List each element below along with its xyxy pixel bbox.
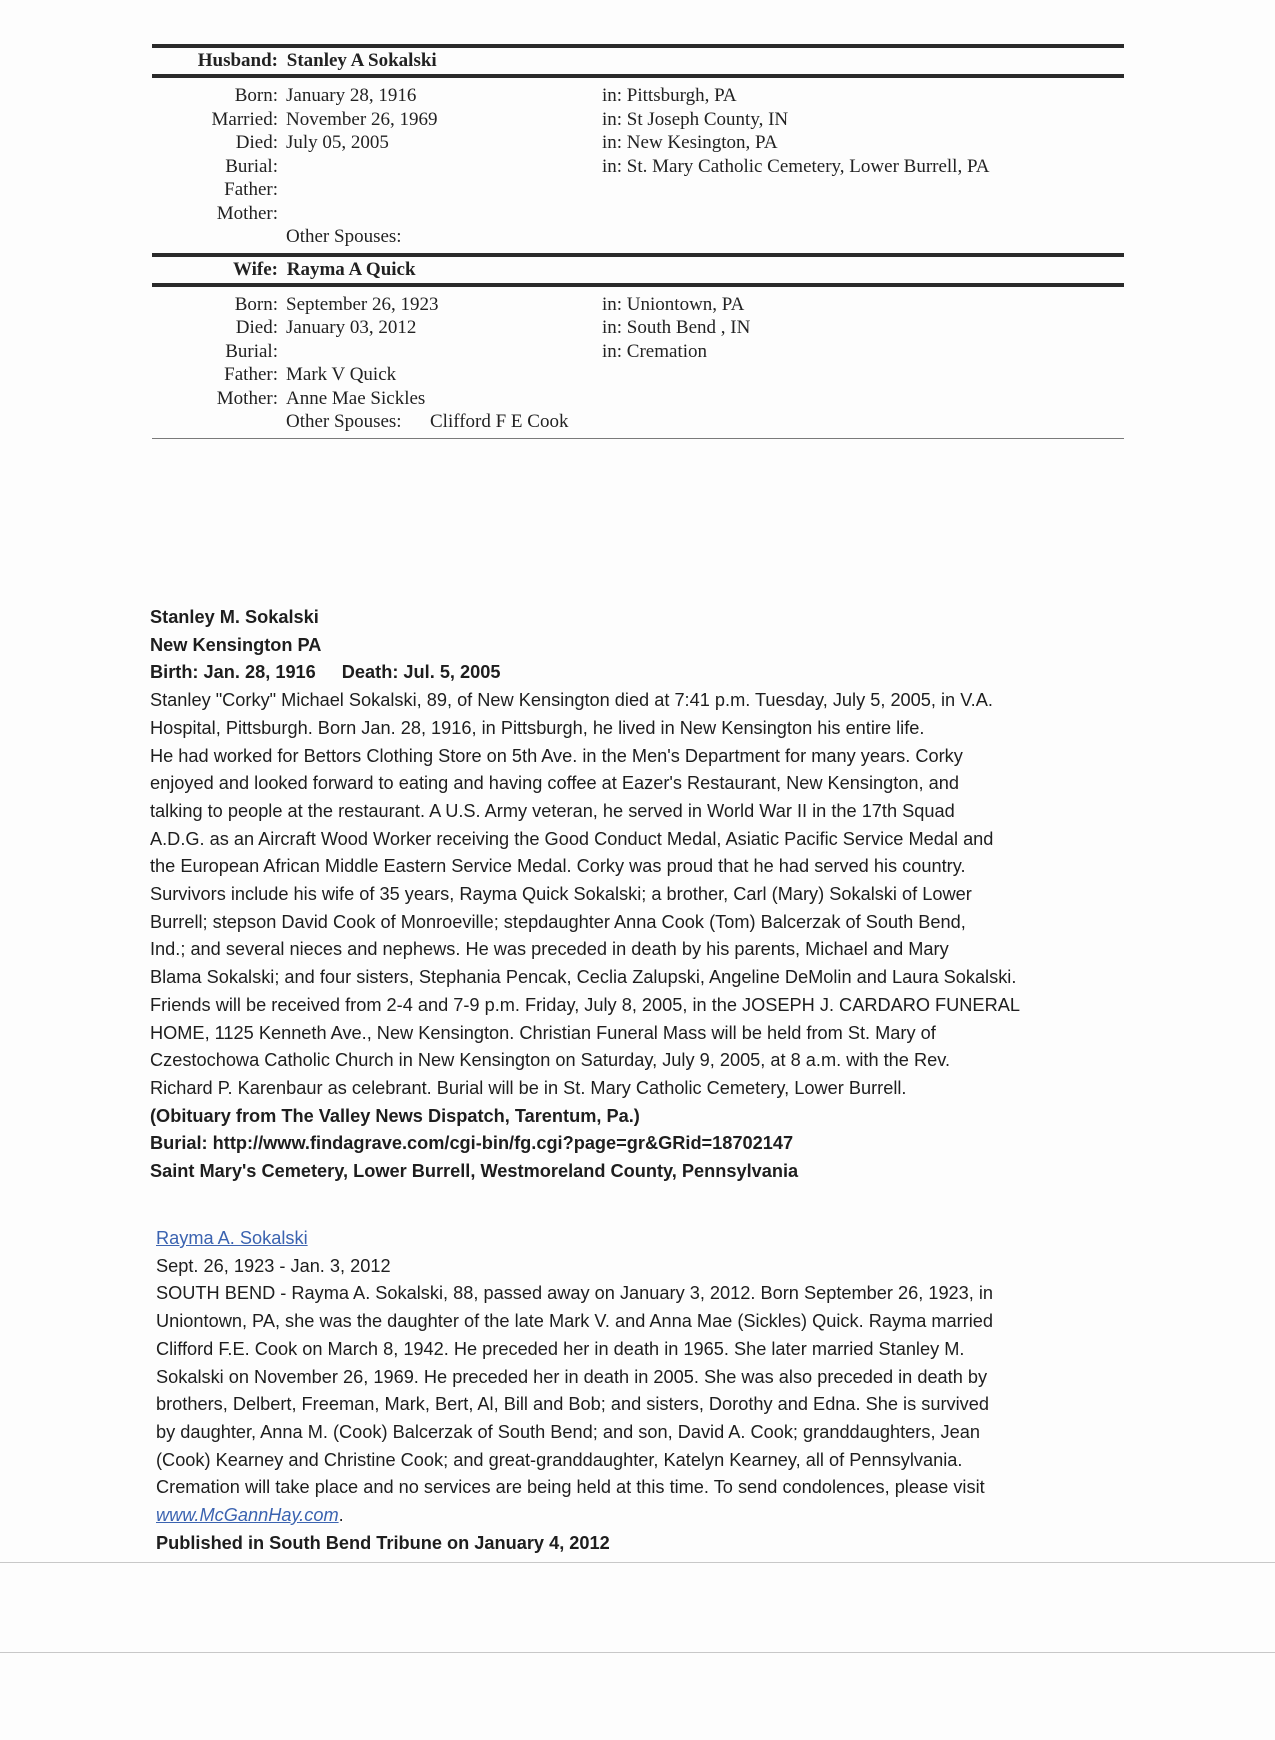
fact-label: Burial: — [225, 340, 278, 362]
husband-born-row — [152, 84, 1124, 108]
obituary-text-line: the European African Middle Eastern Service Medal. Corky was proud that he had served his country. — [150, 856, 966, 877]
obituary-stanley — [150, 604, 1125, 1186]
wife-died-row — [152, 316, 1124, 340]
husband-other-spouses-row — [152, 225, 1124, 249]
wife-born-row — [152, 293, 1124, 317]
link-suffix: . — [338, 1505, 344, 1526]
rayma-name-link[interactable]: Rayma A. Sokalski — [156, 1228, 308, 1248]
obituary-birth: Birth: Jan. 28, 1916 — [150, 662, 316, 683]
husband-married-row — [152, 108, 1124, 132]
wife-label: Wife: — [232, 258, 278, 280]
obituary-text-line: (Cook) Kearney and Christine Cook; and great-granddaughter, Katelyn Kearney, all of Pennsylvania. — [156, 1449, 963, 1470]
fact-place: in: New Kesington, PA — [602, 132, 778, 153]
wife-burial-row — [152, 340, 1124, 364]
obituary-text-line: Blama Sokalski; and four sisters, Stephania Pencak, Ceclia Zalupski, Angeline DeMolin and Laura Sokalski. — [150, 967, 1017, 988]
obituary-text-line: talking to people at the restaurant. A U.S. Army veteran, he served in World War II in the 17th Squad — [150, 800, 955, 821]
obituary-text-line: Czestochowa Catholic Church in New Kensington on Saturday, July 9, 2005, at 8 a.m. with the Rev. — [150, 1050, 950, 1071]
mcgannhay-link[interactable]: www.McGannHay.com — [156, 1505, 339, 1526]
obituary-text-line: Sokalski on November 26, 1969. He preceded her in death in 2005. She was also preceded in death by — [156, 1366, 988, 1387]
fact-label: Born: — [234, 85, 278, 106]
obituary-text-line: brothers, Delbert, Freeman, Mark, Bert, Al, Bill and Bob; and sisters, Dorothy and Edna. She is survived — [156, 1394, 989, 1415]
obituary-text-line: Uniontown, PA, she was the daughter of the late Mark V. and Anna Mae (Sickles) Quick. Rayma married — [156, 1311, 994, 1332]
wife-mother-row — [152, 387, 1124, 411]
fact-label: Mother: — [216, 387, 278, 409]
obituary-text-line: He had worked for Bettors Clothing Store on 5th Ave. in the Men's Department for many years. Corky — [150, 745, 963, 766]
fact-value: September 26, 1923 — [286, 293, 439, 315]
fact-place: in: Cremation — [602, 340, 708, 362]
fact-place: in: South Bend , IN — [602, 317, 751, 338]
obituary-text-line: HOME, 1125 Kenneth Ave., New Kensington. Christian Funeral Mass will be held from St. Mary of — [150, 1022, 936, 1043]
obituary-rayma — [156, 1225, 1131, 1557]
fact-place: in: St. Mary Catholic Cemetery, Lower Burrell, PA — [602, 155, 990, 177]
obituary-dates — [150, 659, 1125, 687]
fact-value: November 26, 1969 — [286, 108, 438, 130]
obituary-location: New Kensington PA — [150, 634, 322, 655]
obituary-text-line: Cremation will take place and no services are being held at this time. To send condolences, please visit — [156, 1477, 985, 1498]
fact-label: Burial: — [225, 155, 278, 177]
obituary-text-line: Richard P. Karenbaur as celebrant. Burial will be in St. Mary Catholic Cemetery, Lower Burrell. — [150, 1077, 907, 1098]
fact-place: in: St Joseph County, IN — [602, 108, 789, 130]
husband-father-row — [152, 178, 1124, 202]
scan-edge-line — [0, 1562, 1275, 1563]
obituary-text-line: Clifford F.E. Cook on March 8, 1942. He preceded her in death in 1965. She later married Stanley M. — [156, 1338, 965, 1359]
fact-label: Died: — [235, 317, 278, 338]
husband-burial-row — [152, 155, 1124, 179]
obituary-text-line: Burrell; stepson David Cook of Monroeville; stepdaughter Anna Cook (Tom) Balcerzak of South Bend, — [150, 911, 966, 932]
other-spouses-value: Clifford F E Cook — [430, 411, 569, 432]
fact-value: Mark V Quick — [286, 364, 397, 385]
scan-edge-line — [0, 1652, 1275, 1653]
obituary-text-line: A.D.G. as an Aircraft Wood Worker receiving the Good Conduct Medal, Asiatic Pacific Service Medal and — [150, 828, 994, 849]
fact-label: Born: — [234, 293, 278, 315]
fact-place: in: Uniontown, PA — [602, 293, 745, 315]
cemetery-name: Saint Mary's Cemetery, Lower Burrell, Westmoreland County, Pennsylvania — [150, 1161, 799, 1182]
fact-label: Died: — [235, 132, 278, 153]
family-group-sheet — [152, 44, 1124, 439]
wife-other-spouses-row — [152, 410, 1124, 434]
obituary-text-line: Survivors include his wife of 35 years, Rayma Quick Sokalski; a brother, Carl (Mary) Sokalski of Lower — [150, 884, 972, 905]
fact-place: in: Pittsburgh, PA — [602, 85, 737, 106]
fact-label: Married: — [211, 108, 278, 130]
wife-name: Rayma A Quick — [286, 258, 416, 280]
other-spouses-label: Other Spouses: — [286, 226, 402, 247]
obituary-name: Stanley M. Sokalski — [150, 607, 319, 627]
wife-father-row — [152, 363, 1124, 387]
other-spouses-label: Other Spouses: — [286, 411, 402, 432]
obituary-text-line: enjoyed and looked forward to eating and having coffee at Eazer's Restaurant, New Kensington, and — [150, 773, 959, 794]
published-note: Published in South Bend Tribune on January 4, 2012 — [156, 1532, 610, 1553]
fact-label: Father: — [224, 179, 278, 200]
fact-label: Mother: — [216, 202, 278, 224]
husband-facts — [152, 78, 1124, 253]
husband-mother-row — [152, 202, 1124, 226]
obituary-source: (Obituary from The Valley News Dispatch, Tarentum, Pa.) — [150, 1105, 640, 1126]
obituary-text-line: Stanley "Corky" Michael Sokalski, 89, of New Kensington died at 7:41 p.m. Tuesday, July 5, 2005, in V.A. — [150, 690, 993, 711]
husband-header — [152, 48, 1124, 74]
obituary-text-line: SOUTH BEND - Rayma A. Sokalski, 88, passed away on January 3, 2012. Born September 26, 1923, in — [156, 1283, 994, 1304]
wife-facts — [152, 287, 1124, 438]
rayma-dates: Sept. 26, 1923 - Jan. 3, 2012 — [156, 1255, 391, 1276]
husband-name: Stanley A Sokalski — [286, 50, 437, 71]
fact-label: Father: — [224, 364, 278, 385]
fact-value: Anne Mae Sickles — [286, 387, 426, 409]
fact-value: January 03, 2012 — [286, 317, 417, 338]
fact-value: January 28, 1916 — [286, 85, 417, 106]
obituary-text-line: by daughter, Anna M. (Cook) Balcerzak of South Bend; and son, David A. Cook; granddaughters, Jean — [156, 1421, 980, 1442]
obituary-death: Death: Jul. 5, 2005 — [341, 662, 501, 683]
husband-died-row — [152, 131, 1124, 155]
wife-header — [152, 257, 1124, 283]
obituary-text-line: Hospital, Pittsburgh. Born Jan. 28, 1916, in Pittsburgh, he lived in New Kensington his entire life. — [150, 717, 925, 738]
obituary-text-line: Ind.; and several nieces and nephews. He was preceded in death by his parents, Michael and Mary — [150, 939, 949, 960]
burial-link: Burial: http://www.findagrave.com/cgi-bin/fg.cgi?page=gr&GRid=18702147 — [150, 1133, 794, 1154]
wife-end-rule — [152, 438, 1124, 439]
husband-label: Husband: — [197, 50, 278, 71]
fact-value: July 05, 2005 — [286, 132, 389, 153]
obituary-text-line: Friends will be received from 2-4 and 7-9 p.m. Friday, July 8, 2005, in the JOSEPH J. CARDARO FUNERAL — [150, 994, 1020, 1015]
